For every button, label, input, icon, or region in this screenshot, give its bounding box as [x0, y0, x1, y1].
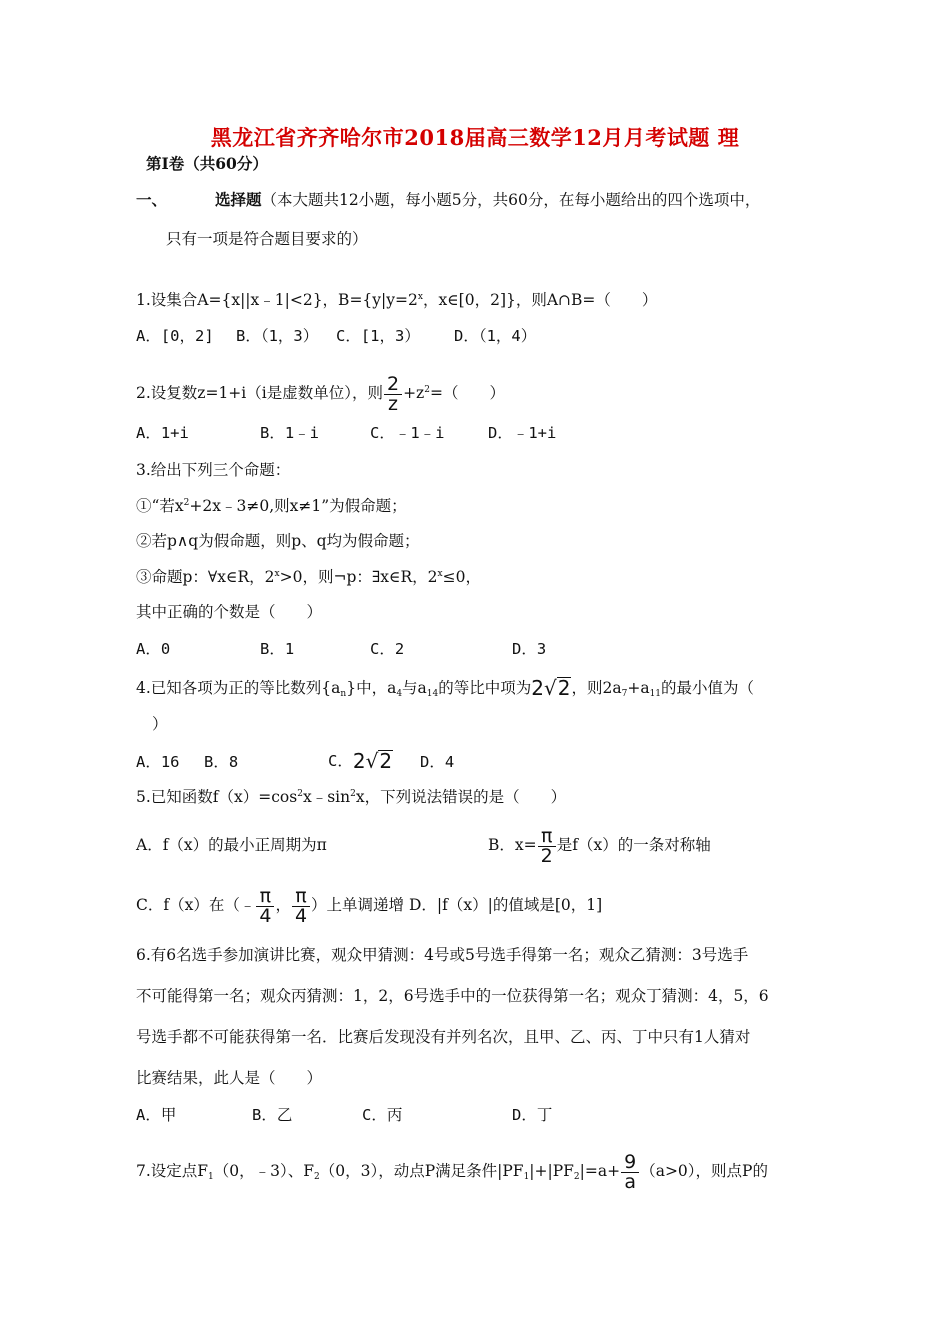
q2-frac-den: z: [388, 392, 398, 415]
q3-p3-a: ③命题p：∀x∈R，2: [136, 568, 275, 586]
q1-sup: x: [417, 292, 423, 302]
q2-text-b: +z: [403, 384, 425, 402]
q4-sub-11: 11: [649, 689, 662, 699]
q5-b-fraction: [538, 824, 556, 867]
q4-b: }中，a: [346, 679, 397, 697]
q4-opt-c-coef: 2: [352, 749, 366, 773]
q5-a: 5.已知函数f（x）=cos: [136, 788, 298, 806]
q7-e: |=a+: [579, 1162, 621, 1180]
q5-c-den2: 4: [294, 904, 308, 927]
q7-sub3: 1: [523, 1172, 530, 1182]
q4-f: +a: [627, 679, 650, 697]
q7-frac-den: a: [624, 1170, 636, 1193]
q1-option-b[interactable]: B．（1，3）: [236, 327, 319, 345]
question-3-stem: 3.给出下列三个命题：: [136, 461, 291, 479]
q6-line-2: 不可能得第一名；观众丙猜测：1，2，6号选手中的一位获得第一名；观众丁猜测：4，5，6: [136, 987, 769, 1005]
part-name: 选择题: [215, 190, 262, 209]
q5-b-num: π: [540, 824, 553, 847]
q7-f: （a>0），则点P的: [640, 1162, 768, 1180]
q4-option-c[interactable]: [328, 750, 393, 771]
q3-p1-sup: 2: [183, 498, 190, 508]
q3-p3-sup2: x: [437, 569, 443, 579]
section-heading: 第Ⅰ卷（共60分）: [146, 154, 268, 173]
q3-proposition-1: [136, 496, 407, 516]
q5-c-a: C．f（x）在（﹣: [136, 896, 256, 914]
q2-frac-num: 2: [386, 372, 400, 395]
q4-sub-n: n: [340, 689, 347, 699]
q7-fraction: [621, 1150, 639, 1193]
q1-option-a[interactable]: A．[0，2]: [136, 327, 214, 345]
q2-fraction: [384, 372, 402, 415]
q5-c-num1: π: [259, 884, 272, 907]
part-desc-2: 只有一项是符合题目要求的）: [166, 230, 368, 248]
q4-a: 4.已知各项为正的等比数列{a: [136, 679, 341, 697]
q1-text-b: ，x∈[0，2]}，则A∩B=（ ）: [422, 291, 658, 309]
q3-p3-sup1: x: [274, 569, 280, 579]
q4-root-coef: 2: [531, 676, 544, 700]
q3-option-a[interactable]: A．0: [136, 640, 171, 658]
q3-p1-a: ①“若x: [136, 497, 184, 515]
q2-option-b[interactable]: B．1﹣i: [260, 424, 319, 442]
question-1-stem: [136, 290, 657, 310]
q2-text-c: =（ ）: [429, 384, 505, 402]
q3-proposition-3: [136, 567, 481, 587]
q2-option-c[interactable]: C．﹣1﹣i: [370, 424, 445, 442]
part-number: 一、: [136, 190, 168, 209]
part-instructions: [136, 190, 760, 210]
q5-option-a[interactable]: A．f（x）的最小正周期为π: [136, 836, 327, 854]
q5-c: x，下列说法错误的是（ ）: [355, 788, 567, 806]
q4-root-rad: 2: [557, 676, 571, 700]
q2-option-d[interactable]: D．﹣1+i: [488, 424, 557, 442]
q7-c: （0，3），动点P满足条件|PF: [319, 1162, 524, 1180]
q6-line-1: 6.有6名选手参加演讲比赛，观众甲猜测：4号或5号选手得第一名；观众乙猜测：3号选手: [136, 946, 749, 964]
q4-option-a[interactable]: A．16: [136, 753, 180, 771]
q3-p3-b: >0，则¬p：∃x∈R，2: [279, 568, 438, 586]
q7-frac-num: 9: [624, 1150, 637, 1173]
q4-g: 的最小值为（: [661, 679, 755, 697]
q4-sub-4: 4: [396, 689, 403, 699]
q3-p1-b: +2x﹣3≠0,则x≠1”为假命题；: [189, 497, 407, 515]
q6-option-d[interactable]: D．丁: [512, 1106, 553, 1124]
q4-e: ，则2a: [571, 679, 622, 697]
q5-option-b[interactable]: [488, 818, 711, 872]
q7-sub2: 2: [314, 1172, 320, 1182]
question-5-stem: [136, 787, 566, 807]
exam-title: 黑龙江省齐齐哈尔市2018届高三数学12月月考试题 理: [210, 125, 740, 150]
q7-sub4: 2: [573, 1172, 580, 1182]
q6-option-a[interactable]: A．甲: [136, 1106, 177, 1124]
q4-sub-7: 7: [621, 689, 628, 699]
q5-sup2: 2: [350, 789, 356, 799]
q5-b: x﹣sin: [302, 788, 351, 806]
part-desc-1: （本大题共12小题，每小题5分，共60分，在每小题给出的四个选项中，: [261, 191, 761, 209]
q5-c-fraction-2: [292, 884, 310, 927]
q7-sub1: 1: [208, 1172, 214, 1182]
q1-option-c[interactable]: C．[1，3）: [336, 327, 420, 345]
q4-sqrt-expr: [531, 677, 571, 698]
q7-b: （0，﹣3）、F: [213, 1162, 315, 1180]
q1-text-a: 1.设集合A={x||x﹣1|<2}，B={y|y=2: [136, 291, 418, 309]
q4-stem-close: ）: [152, 715, 168, 733]
question-4-stem: [136, 677, 754, 698]
q3-option-c[interactable]: C．2: [370, 640, 405, 658]
q7-a: 7.设定点F: [136, 1162, 209, 1180]
q6-option-b[interactable]: B．乙: [252, 1106, 293, 1124]
sqrt-icon: √: [544, 676, 557, 700]
q2-text-a: 2.设复数z=1+i（i是虚数单位），则: [136, 384, 383, 402]
q4-option-d[interactable]: D．4: [420, 753, 455, 771]
q5-c-fraction-1: [256, 884, 274, 927]
q6-option-c[interactable]: C．丙: [362, 1106, 403, 1124]
question-7-stem: [136, 1140, 768, 1202]
q3-option-b[interactable]: B．1: [260, 640, 295, 658]
q6-line-3: 号选手都不可能获得第一名．比赛后发现没有并列名次，且甲、乙、丙、丁中只有1人猜对: [136, 1028, 751, 1046]
q3-proposition-2: ②若p∧q为假命题，则p、q均为假命题；: [136, 532, 420, 550]
q5-c-b: ）上单调递增: [311, 896, 405, 914]
q5-b-b: 是f（x）的一条对称轴: [556, 836, 711, 854]
q3-option-d[interactable]: D．3: [512, 640, 547, 658]
q4-opt-c-label: C．: [328, 752, 353, 770]
q4-sub-14: 14: [426, 689, 439, 699]
q5-b-den: 2: [540, 844, 553, 867]
q2-option-a[interactable]: A．1+i: [136, 424, 189, 442]
q5-sup1: 2: [297, 789, 303, 799]
q4-opt-c-sqrt: [353, 750, 393, 771]
q4-c: 与a: [402, 679, 427, 697]
q5-b-a: B．x=: [488, 836, 537, 854]
q5-option-d[interactable]: D．|f（x）|的值域是[0，1]: [409, 896, 603, 914]
q3-p3-c: ≤0，: [442, 568, 481, 586]
q5-c-num2: π: [295, 884, 307, 907]
q6-line-4: 比赛结果，此人是（ ）: [136, 1069, 323, 1087]
q2-sup: 2: [424, 385, 430, 395]
q4-option-b[interactable]: B．8: [204, 753, 239, 771]
question-2-stem: [136, 370, 505, 416]
q5-c-den1: 4: [259, 904, 272, 927]
q5-c-sep: ，: [275, 896, 291, 914]
q4-d: 的等比中项为: [438, 679, 532, 697]
q7-d: |+|PF: [529, 1162, 574, 1180]
q1-option-d[interactable]: D．（1，4）: [454, 327, 537, 345]
q3-tail: 其中正确的个数是（ ）: [136, 603, 323, 621]
q4-opt-c-rad: 2: [379, 749, 393, 773]
sqrt-icon: √: [365, 749, 379, 773]
q5-option-c[interactable]: [136, 878, 602, 932]
